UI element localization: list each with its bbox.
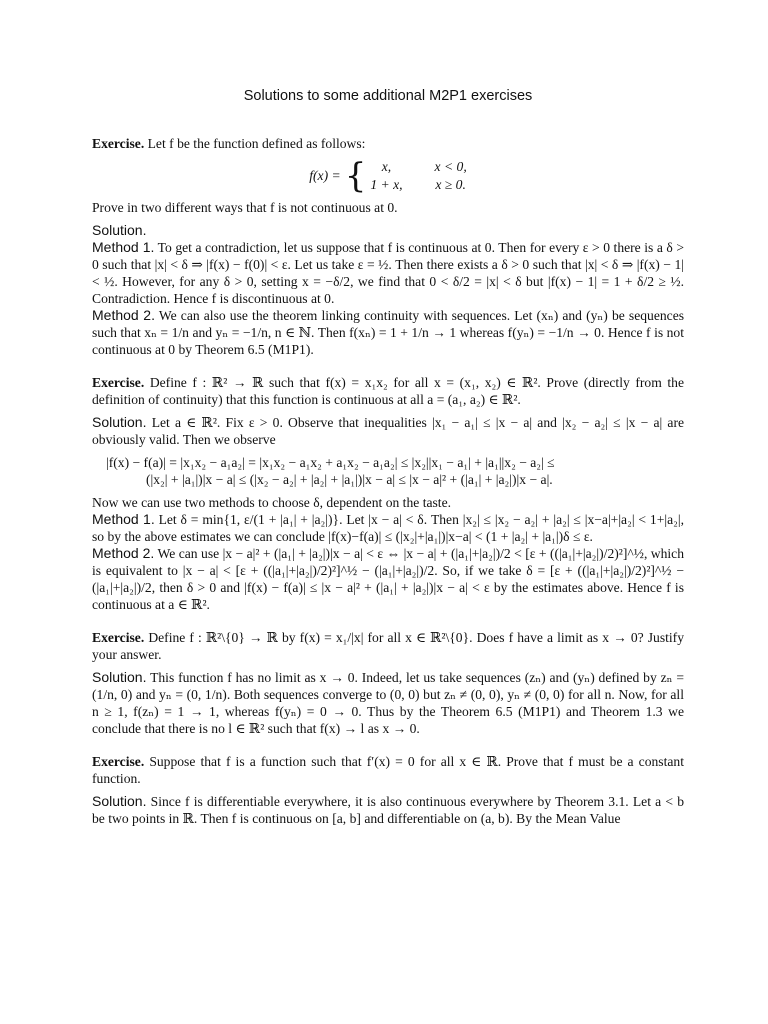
solution-label: Solution.	[92, 414, 147, 430]
method-label: Method 1.	[92, 239, 155, 255]
case-1-expression: x,	[381, 159, 392, 174]
left-brace: {	[344, 155, 367, 196]
exercise-4-solution	[92, 793, 684, 827]
solution-text: Let a ∈ ℝ². Fix ε > 0. Observe that inequalities |x₁ − a₁| ≤ |x − a| and |x₂ − a₂| ≤ |x − a| are obviously valid. Then we observe	[92, 415, 684, 447]
method-text: We can also use the theorem linking continuity with sequences. Let (xₙ) and (yₙ) be sequences such that xₙ = 1/n and yₙ = −1/n, n ∈ ℕ. Then f(xₙ) = 1 + 1/n → 1 whereas f(yₙ) = −1/n → 0. Hence f is not continuous at 0 by Theorem 6.5 (M1P1).	[92, 308, 685, 357]
exercise-text: Let f be the function defined as follows:	[147, 136, 366, 151]
method-text: We can use |x − a|² + (|a₁| + |a₂|)|x − a| < ε ⇔ |x − a| + (|a₁|+|a₂|)/2 < [ε + ((|a₁|+|a₂|)/2)²]^½, which is equivalent to |x − a| < [ε + ((|a₁|+|a₂|)/2)²]^½ − (|a₁|+|a₂|)/2. So, if we take δ = [ε + ((|a₁|+|a₂|)/2)²]^½ − (|a₁|+|a₂|)/2, then δ > 0 and |f(x) − f(a)| ≤ |x − a|² + (|a₁| + |a₂|)|x − a| < ε by the estimates above. Hence f is continuous at a ∈ ℝ².	[92, 546, 685, 612]
method-label: Method 2.	[92, 545, 155, 561]
exercise-2-solution	[92, 414, 684, 448]
exercise-2-statement	[92, 374, 684, 408]
solution-label: Solution.	[92, 222, 147, 238]
method-label: Method 1.	[92, 511, 155, 527]
estimate-display	[106, 454, 684, 488]
method-text: Let δ = min{1, ε/(1 + |a₁| + |a₂|)}. Let |x − a| < δ. Then |x₂| ≤ |x₂ − a₂| + |a₂| ≤ |x−a|+|a₂| < 1+|a₂|, so by the above estimates we can conclude |f(x)−f(a)| ≤ (|x₂|+|a₁|)|x−a| < (1 + |a₂| + |a₁|)δ ≤ ε.	[92, 512, 685, 544]
exercise-label: Exercise.	[92, 754, 145, 769]
piecewise-definition	[92, 155, 684, 196]
exercise-1-prove: Prove in two different ways that f is not continuous at 0.	[92, 200, 398, 215]
estimate-line-1: |f(x) − f(a)| = |x₁x₂ − a₁a₂| = |x₁x₂ − a₁x₂ + a₁x₂ − a₁a₂| ≤ |x₂||x₁ − a₁| + |a₁||x₂ − a₂| ≤	[106, 455, 555, 470]
exercise-3-statement	[92, 629, 684, 663]
solution-label: Solution.	[92, 669, 147, 685]
exercise-2-choose: Now we can use two methods to choose δ, dependent on the taste.	[92, 495, 451, 510]
exercise-text: Suppose that f is a function such that f′(x) = 0 for all x ∈ ℝ. Prove that f must be a constant function.	[92, 754, 684, 786]
method-text: To get a contradiction, let us suppose that f is continuous at 0. Then for every ε > 0 there is a δ > 0 such that |x| < δ ⇒ |f(x) − f(0)| < ε. Let us take ε = ½. Then there exists a δ > 0 such that |x| < δ ⇒ |f(x) − 1| < ½. However, for any δ > 0, setting x = −δ/2, we find that 0 < δ/2 = |x| < δ but |f(x) − 1| = 1 + δ/2 ≥ ½. Contradiction. Hence f is discontinuous at 0.	[92, 240, 684, 306]
exercise-text: Define f : ℝ² → ℝ such that f(x) = x₁x₂ for all x = (x₁, x₂) ∈ ℝ². Prove (directly from the definition of continuity) that this function is continuous at all a = (a₁, a₂) ∈ ℝ².	[92, 375, 684, 407]
exercise-2-method-2	[92, 545, 684, 613]
exercise-1-statement	[92, 135, 684, 152]
exercise-1-method-1	[92, 239, 684, 307]
method-label: Method 2.	[92, 307, 155, 323]
exercise-2-method-1	[92, 511, 684, 545]
exercise-3-solution	[92, 669, 684, 737]
case-2-expression: 1 + x,	[370, 177, 403, 192]
exercise-text: Define f : ℝ²\{0} → ℝ by f(x) = x₁/|x| for all x ∈ ℝ²\{0}. Does f have a limit as x → 0? Justify your answer.	[92, 630, 684, 662]
solution-label: Solution.	[92, 793, 147, 809]
exercise-4-statement	[92, 753, 684, 787]
estimate-line-2: (|x₂| + |a₁|)|x − a| ≤ (|x₂ − a₂| + |a₂| + |a₁|)|x − a| ≤ |x − a|² + (|a₁| + |a₂|)|x − a|.	[146, 472, 553, 487]
solution-text: This function f has no limit as x → 0. Indeed, let us take sequences (zₙ) and (yₙ) defined by zₙ = (1/n, 0) and yₙ = (0, 1/n). Both sequences converge to (0, 0) but zₙ ≠ (0, 0), yₙ ≠ (0, 0) for all n. Now, for all n ≥ 1, f(zₙ) = 1 → 1, whereas f(yₙ) = 0 → 0. Thus by the Theorem 6.5 (M1P1) and Theorem 1.3 we conclude that there is no l ∈ ℝ² such that f(x) → l as x → 0.	[92, 670, 684, 736]
case-2-condition: x ≥ 0.	[435, 177, 466, 192]
case-1-condition: x < 0,	[434, 159, 467, 174]
page-title: Solutions to some additional M2P1 exercises	[243, 88, 533, 104]
exercise-1-method-2	[92, 307, 684, 358]
formula-lhs: f(x) =	[309, 168, 341, 183]
exercise-label: Exercise.	[92, 630, 145, 645]
exercise-label: Exercise.	[92, 375, 145, 390]
exercise-label: Exercise.	[92, 136, 145, 151]
solution-text: Since f is differentiable everywhere, it is also continuous everywhere by Theorem 3.1. Let a < b be two points in ℝ. Then f is continuous on [a, b] and differentiable on (a, b). By the Mean Value	[92, 794, 685, 826]
